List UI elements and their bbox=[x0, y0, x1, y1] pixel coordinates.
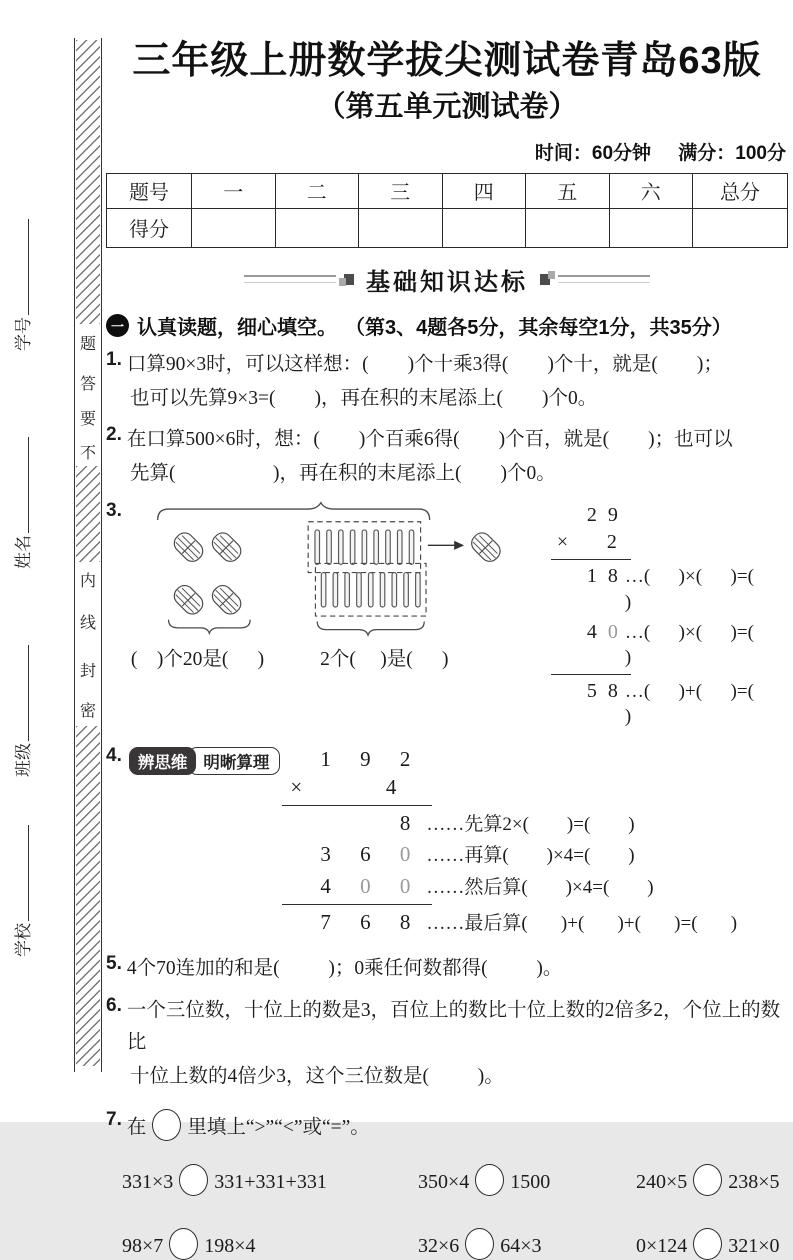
question-text: 一个三位数，十位上的数是3，百位上的数比十位上数的2倍多2，个位上的数比 bbox=[126, 999, 781, 1053]
name-field bbox=[9, 437, 34, 569]
compare-circle bbox=[693, 1228, 722, 1260]
comparison-item: 0×124 321×0 bbox=[636, 1228, 788, 1260]
multiplier: 4 bbox=[385, 775, 397, 800]
sticks-diagram-svg bbox=[127, 500, 551, 636]
times-sign: × bbox=[290, 775, 303, 800]
question-text: 在 里填上“>”“<”或“=”。 bbox=[127, 1109, 370, 1144]
exam-time: 时间：60分钟 bbox=[534, 142, 652, 164]
comparison-item: 98×7 198×4 bbox=[122, 1228, 418, 1260]
calc-row bbox=[290, 908, 737, 937]
calc-annotation: ……再算( )×4=( ) bbox=[426, 845, 635, 867]
multiplier-row bbox=[290, 773, 422, 801]
calc-row bbox=[290, 840, 737, 869]
calc-row bbox=[290, 809, 737, 838]
score-empty-cell bbox=[526, 208, 610, 247]
times-sign: × bbox=[556, 531, 569, 554]
calc-annotation: …( )×( )=( ) bbox=[624, 621, 783, 669]
partial-product: 4 0 0 bbox=[320, 874, 423, 899]
score-row-label: 得分 bbox=[107, 208, 192, 247]
calc-annotation: …( )×( )=( ) bbox=[624, 566, 783, 613]
student-id-field bbox=[9, 219, 34, 351]
school-blank-line bbox=[14, 825, 29, 921]
calc-row bbox=[557, 619, 788, 671]
q3-caption-right: 2个( )是( ) bbox=[320, 649, 449, 671]
compare-circle bbox=[152, 1109, 181, 1141]
comparison-item: 350×4 1500 bbox=[418, 1164, 636, 1196]
score-empty-cell bbox=[442, 208, 526, 247]
page-title: 三年级上册数学拔尖测试卷青岛63版 bbox=[132, 40, 762, 82]
score-header-cell: 六 bbox=[609, 173, 693, 208]
arrow-head bbox=[454, 541, 464, 550]
compare-circle bbox=[169, 1228, 198, 1260]
score-header-cell: 一 bbox=[192, 173, 276, 208]
question-number: 6. bbox=[106, 994, 122, 1016]
score-header-cell: 五 bbox=[526, 173, 610, 208]
seal-char: 题 bbox=[79, 336, 96, 353]
partial-product: 4 0 bbox=[586, 620, 621, 643]
score-header-cell: 总分 bbox=[693, 173, 788, 208]
question-4 bbox=[106, 745, 788, 939]
calc-rule bbox=[551, 559, 631, 560]
compare-circle bbox=[693, 1164, 722, 1196]
score-header-cell: 三 bbox=[359, 173, 443, 208]
class-label: 班级 bbox=[14, 743, 33, 777]
question-3 bbox=[106, 500, 788, 733]
multiplicand: 1 9 2 bbox=[320, 747, 423, 772]
seal-line-band bbox=[74, 38, 102, 1072]
question-number: 3. bbox=[106, 500, 122, 522]
score-header-cell: 二 bbox=[275, 173, 359, 208]
seal-char: 要 bbox=[79, 411, 96, 428]
q4-vertical-multiplication bbox=[290, 745, 737, 939]
over-brace bbox=[158, 503, 430, 520]
seal-hatch-top bbox=[76, 40, 100, 324]
product: 5 8 bbox=[586, 679, 621, 702]
part1-title: 认真读题，细心填空。 bbox=[137, 316, 337, 339]
q3-caption-left: ( )个20是( ) bbox=[130, 649, 265, 671]
comparison-item: 32×6 64×3 bbox=[418, 1228, 636, 1260]
score-header-cell: 四 bbox=[442, 173, 526, 208]
calc-annotation: ……然后算( )×4=( ) bbox=[426, 877, 654, 899]
banner-line-right bbox=[558, 275, 650, 283]
partial-product: 3 6 0 bbox=[320, 842, 423, 867]
main-content bbox=[106, 0, 788, 1260]
question-number: 5. bbox=[106, 953, 122, 975]
q4-badges bbox=[129, 747, 281, 775]
banner-block-icon bbox=[540, 274, 550, 285]
reasoning-badge: 明晰算理 bbox=[188, 747, 280, 775]
page-subtitle: （第五单元测试卷） bbox=[316, 90, 578, 123]
question-number: 7. bbox=[106, 1109, 122, 1131]
seal-char: 封 bbox=[79, 663, 96, 680]
comparison-grid bbox=[122, 1164, 788, 1260]
calc-annotation: ……先算2×( )=( ) bbox=[426, 813, 635, 835]
calc-row bbox=[557, 678, 788, 730]
part1-note: （第3、4题各5分，其余每空1分，共35分） bbox=[345, 316, 732, 339]
seal-char: 线 bbox=[79, 615, 96, 632]
seal-hatch-bottom bbox=[76, 726, 100, 1066]
seal-char: 不 bbox=[79, 445, 96, 462]
seal-char: 答 bbox=[79, 376, 96, 393]
partial-product: 1 8 bbox=[586, 565, 621, 588]
school-field bbox=[9, 825, 34, 957]
question-1-continued: 也可以先算9×3=( )，再在积的末尾添上( )个0。 bbox=[130, 387, 598, 409]
score-table-score-row bbox=[107, 208, 788, 247]
student-id-label: 学号 bbox=[14, 317, 33, 351]
question-text: 在口算500×6时，想：( )个百乘6得( )个百，就是( )；也可以 bbox=[126, 428, 733, 450]
under-brace-left bbox=[168, 620, 250, 634]
question-number: 1. bbox=[106, 348, 122, 370]
compare-circle bbox=[465, 1228, 494, 1260]
question-number: 2. bbox=[106, 423, 122, 445]
thinking-badge: 辨思维 bbox=[129, 747, 197, 775]
score-header-cell: 题号 bbox=[107, 173, 192, 208]
calc-row bbox=[290, 872, 737, 901]
question-2 bbox=[106, 424, 788, 456]
school-label: 学校 bbox=[14, 923, 33, 957]
section-banner bbox=[106, 262, 788, 297]
calc-annotation: …( )+( )=( ) bbox=[624, 680, 783, 728]
calc-rule bbox=[282, 805, 432, 806]
compare-circle bbox=[179, 1164, 208, 1196]
part1-header bbox=[106, 311, 788, 340]
sticks-diagram bbox=[127, 500, 551, 671]
score-empty-cell bbox=[693, 208, 788, 247]
score-table-header-row bbox=[107, 173, 788, 208]
question-text: 4个70连加的和是( )；0乘任何数都得( )。 bbox=[126, 958, 563, 980]
score-empty-cell bbox=[192, 208, 276, 247]
q3-captions bbox=[131, 643, 551, 671]
score-empty-cell bbox=[609, 208, 693, 247]
partial-product: 8 bbox=[399, 810, 423, 835]
seal-hatch-middle bbox=[76, 466, 100, 562]
multiplier-row bbox=[557, 529, 621, 556]
multiplicand: 2 9 bbox=[586, 504, 621, 527]
student-id-blank-line bbox=[14, 219, 29, 315]
seal-char: 内 bbox=[79, 573, 96, 590]
class-blank-line bbox=[14, 645, 29, 741]
score-empty-cell bbox=[359, 208, 443, 247]
name-blank-line bbox=[14, 437, 29, 533]
question-6 bbox=[106, 995, 788, 1059]
banner-block-icon bbox=[344, 274, 354, 285]
calc-annotation: ……最后算( )+( )+( )=( ) bbox=[426, 912, 738, 934]
banner-line-left bbox=[244, 275, 336, 283]
name-label: 姓名 bbox=[14, 535, 33, 569]
calc-row bbox=[557, 563, 788, 615]
comparison-item: 240×5 238×5 bbox=[636, 1164, 788, 1196]
seal-char: 密 bbox=[79, 703, 96, 720]
q3-vertical-multiplication bbox=[557, 502, 788, 733]
calc-rule bbox=[551, 674, 631, 675]
question-7 bbox=[106, 1109, 788, 1144]
score-empty-cell bbox=[275, 208, 359, 247]
question-1 bbox=[106, 349, 788, 381]
compare-circle bbox=[475, 1164, 504, 1196]
question-number: 4. bbox=[106, 745, 122, 767]
multiplier: 2 bbox=[606, 531, 617, 554]
question-5 bbox=[106, 953, 788, 985]
question-text: 口算90×3时，可以这样想：( )个十乘3得( )个十，就是( )； bbox=[126, 353, 723, 375]
exam-full-score: 满分：100分 bbox=[678, 142, 786, 164]
section-banner-title: 基础知识达标 bbox=[366, 268, 528, 296]
question-6-continued: 十位上数的4倍少3，这个三位数是( )。 bbox=[130, 1065, 504, 1087]
score-table bbox=[106, 173, 788, 248]
product: 7 6 8 bbox=[320, 909, 423, 934]
under-brace-right bbox=[317, 622, 424, 636]
class-field bbox=[9, 645, 34, 777]
question-2-continued: 先算( )，再在积的末尾添上( )个0。 bbox=[130, 463, 556, 485]
exam-meta bbox=[106, 138, 786, 165]
calc-rule bbox=[282, 904, 432, 905]
part1-number-icon: 一 bbox=[106, 314, 129, 337]
comparison-item: 331×3 331+331+331 bbox=[122, 1164, 418, 1196]
